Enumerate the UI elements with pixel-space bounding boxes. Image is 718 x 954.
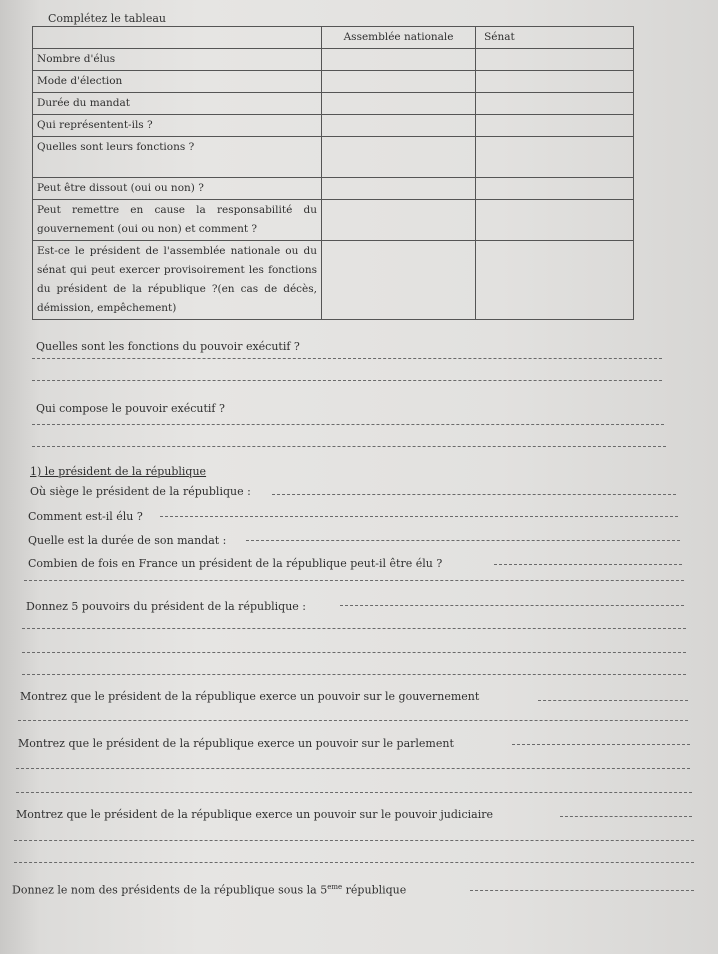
- question-presidents-suffix: république: [342, 883, 407, 897]
- question-power-over-judiciary: Montrez que le président de la république exerce un pouvoir sur le pouvoir judiciaire: [16, 808, 493, 821]
- table-header-row: [33, 27, 634, 49]
- question-presidents-prefix: Donnez le nom des présidents de la république sous la 5: [12, 883, 328, 897]
- answer-line[interactable]: [22, 652, 686, 653]
- answer-cell[interactable]: [322, 178, 476, 200]
- row-label: Nombre d'élus: [33, 49, 322, 71]
- ordinal-superscript: eme: [327, 883, 343, 891]
- answer-line[interactable]: [14, 862, 694, 863]
- answer-cell[interactable]: [476, 115, 634, 137]
- row-label: Peut remettre en cause la responsabilité du gouvernement (oui ou non) et comment ?: [33, 200, 322, 241]
- answer-line[interactable]: [246, 540, 680, 541]
- table-row: [33, 200, 634, 241]
- answer-line[interactable]: [14, 840, 694, 841]
- answer-line[interactable]: [24, 580, 684, 581]
- table-row: [33, 178, 634, 200]
- question-executive-functions: Quelles sont les fonctions du pouvoir exécutif ?: [36, 340, 300, 353]
- answer-line[interactable]: [16, 792, 692, 793]
- answer-line[interactable]: [340, 605, 684, 606]
- question-mandate-duration: Quelle est la durée de son mandat :: [28, 534, 227, 547]
- answer-cell[interactable]: [476, 71, 634, 93]
- table-row: [33, 115, 634, 137]
- answer-cell[interactable]: [476, 93, 634, 115]
- table-header-empty: [33, 27, 322, 49]
- answer-cell[interactable]: [322, 93, 476, 115]
- table-row: [33, 49, 634, 71]
- answer-line[interactable]: [470, 890, 694, 891]
- section-heading-president: 1) le président de la république: [30, 465, 207, 478]
- question-election-method: Comment est-il élu ?: [28, 510, 143, 523]
- answer-cell[interactable]: [476, 137, 634, 178]
- answer-line[interactable]: [512, 744, 690, 745]
- answer-line[interactable]: [560, 816, 692, 817]
- question-president-powers: Donnez 5 pouvoirs du président de la république :: [26, 600, 306, 613]
- answer-line[interactable]: [538, 700, 688, 701]
- answer-cell[interactable]: [476, 49, 634, 71]
- answer-cell[interactable]: [322, 241, 476, 320]
- answer-line[interactable]: [22, 674, 686, 675]
- answer-line[interactable]: [32, 446, 666, 447]
- row-label: Mode d'élection: [33, 71, 322, 93]
- row-label: Quelles sont leurs fonctions ?: [33, 137, 322, 178]
- worksheet-title: Complétez le tableau: [48, 12, 166, 25]
- answer-line[interactable]: [32, 380, 662, 381]
- row-label: Qui représentent-ils ?: [33, 115, 322, 137]
- answer-line[interactable]: [16, 768, 690, 769]
- comparison-table: [32, 26, 634, 320]
- row-label: Est-ce le président de l'assemblée nationale ou du sénat qui peut exercer provisoirement les fonctions du président de la république ?(en cas de décès, démission, empêchement): [33, 241, 322, 320]
- answer-line[interactable]: [160, 516, 678, 517]
- answer-cell[interactable]: [476, 200, 634, 241]
- answer-cell[interactable]: [322, 200, 476, 241]
- answer-line[interactable]: [32, 358, 662, 359]
- question-power-over-government: Montrez que le président de la république exerce un pouvoir sur le gouvernement: [20, 690, 480, 703]
- table-row: [33, 241, 634, 320]
- answer-line[interactable]: [272, 494, 676, 495]
- answer-line[interactable]: [32, 424, 664, 425]
- table-header-senat: Sénat: [476, 27, 634, 49]
- question-presidents-names: [12, 883, 406, 897]
- question-power-over-parliament: Montrez que le président de la république exerce un pouvoir sur le parlement: [18, 737, 454, 750]
- table-row: [33, 93, 634, 115]
- table-row: [33, 137, 634, 178]
- answer-cell[interactable]: [322, 137, 476, 178]
- question-president-seat: Où siège le président de la république :: [30, 485, 251, 498]
- answer-cell[interactable]: [476, 241, 634, 320]
- question-executive-composition: Qui compose le pouvoir exécutif ?: [36, 402, 225, 415]
- answer-line[interactable]: [494, 564, 682, 565]
- answer-cell[interactable]: [322, 49, 476, 71]
- table-row: [33, 71, 634, 93]
- question-reelection-count: Combien de fois en France un président de la république peut-il être élu ?: [28, 557, 443, 570]
- table-header-assemblee: Assemblée nationale: [322, 27, 476, 49]
- answer-line[interactable]: [18, 720, 688, 721]
- row-label: Durée du mandat: [33, 93, 322, 115]
- answer-line[interactable]: [22, 628, 686, 629]
- row-label: Peut être dissout (oui ou non) ?: [33, 178, 322, 200]
- answer-cell[interactable]: [476, 178, 634, 200]
- answer-cell[interactable]: [322, 115, 476, 137]
- answer-cell[interactable]: [322, 71, 476, 93]
